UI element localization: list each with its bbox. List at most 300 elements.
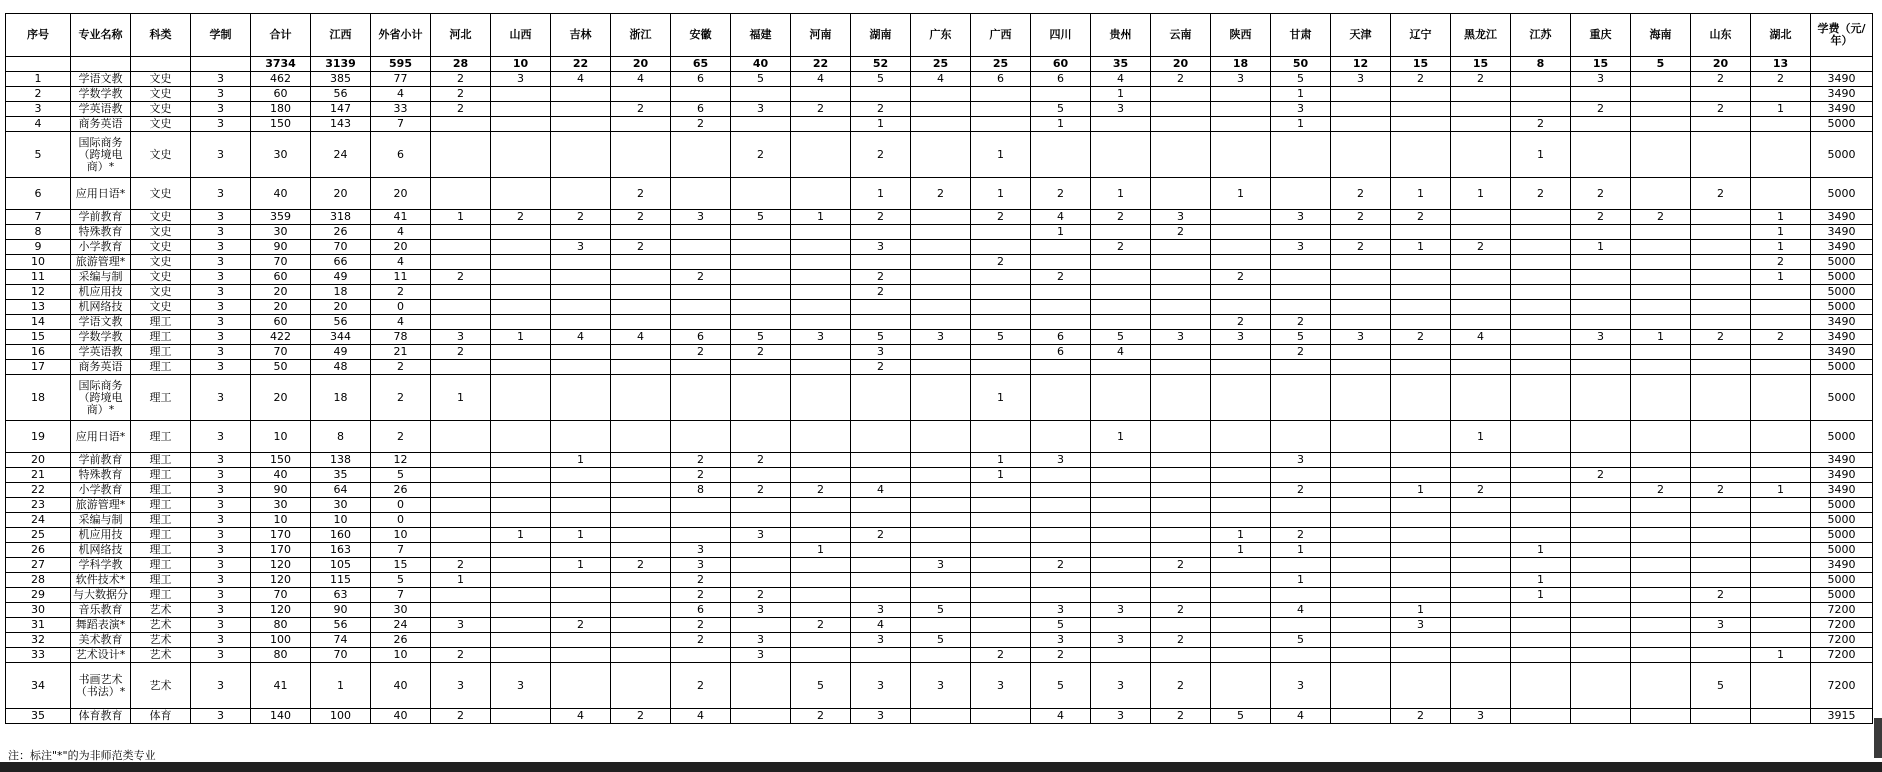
table-cell — [1151, 573, 1211, 588]
table-cell: 3 — [1331, 72, 1391, 87]
table-cell — [1751, 618, 1811, 633]
table-row — [6, 285, 1873, 300]
table-cell — [1511, 498, 1571, 513]
table-cell — [791, 573, 851, 588]
table-cell — [431, 633, 491, 648]
table-cell: 2 — [671, 453, 731, 468]
table-cell — [1691, 87, 1751, 102]
table-cell — [671, 178, 731, 210]
table-cell — [1211, 360, 1271, 375]
table-cell — [1151, 648, 1211, 663]
table-row — [6, 603, 1873, 618]
table-cell: 3 — [191, 453, 251, 468]
table-cell — [1571, 633, 1631, 648]
table-cell — [1631, 603, 1691, 618]
table-cell — [1511, 603, 1571, 618]
table-cell: 1 — [1091, 421, 1151, 453]
table-cell: 60 — [251, 315, 311, 330]
table-cell — [491, 483, 551, 498]
table-cell — [1331, 558, 1391, 573]
table-cell: 18 — [311, 285, 371, 300]
table-cell — [1451, 663, 1511, 709]
table-cell: 80 — [251, 618, 311, 633]
table-cell: 2 — [971, 210, 1031, 225]
table-cell: 385 — [311, 72, 371, 87]
table-cell: 9 — [6, 240, 71, 255]
total-cell: 13 — [1751, 57, 1811, 72]
table-cell: 120 — [251, 603, 311, 618]
table-cell — [1571, 498, 1631, 513]
table-cell — [1691, 210, 1751, 225]
table-cell — [1151, 255, 1211, 270]
table-cell — [1631, 618, 1691, 633]
scrollbar-thumb[interactable] — [1874, 718, 1882, 758]
table-cell — [1091, 513, 1151, 528]
table-cell — [1571, 300, 1631, 315]
table-cell — [1091, 117, 1151, 132]
table-cell — [491, 709, 551, 724]
column-header: 专业名称 — [71, 14, 131, 57]
table-cell — [611, 618, 671, 633]
table-cell — [851, 588, 911, 603]
table-cell — [1511, 225, 1571, 240]
table-cell — [1331, 117, 1391, 132]
table-cell: 0 — [371, 300, 431, 315]
table-cell: 4 — [671, 709, 731, 724]
table-row — [6, 648, 1873, 663]
table-cell — [1451, 285, 1511, 300]
table-cell: 2 — [6, 87, 71, 102]
table-cell — [551, 468, 611, 483]
table-cell: 26 — [371, 633, 431, 648]
table-cell: 2 — [791, 709, 851, 724]
table-cell: 4 — [1091, 72, 1151, 87]
table-cell — [1511, 345, 1571, 360]
table-cell — [731, 543, 791, 558]
table-cell — [911, 453, 971, 468]
table-cell — [1091, 453, 1151, 468]
table-cell: 3 — [191, 588, 251, 603]
table-cell: 3 — [191, 178, 251, 210]
table-cell: 48 — [311, 360, 371, 375]
table-cell — [1631, 178, 1691, 210]
table-cell — [1691, 709, 1751, 724]
table-cell: 文史 — [131, 102, 191, 117]
table-cell: 3 — [1091, 663, 1151, 709]
table-cell — [1211, 558, 1271, 573]
table-cell: 30 — [251, 225, 311, 240]
table-cell: 27 — [6, 558, 71, 573]
table-cell: 4 — [6, 117, 71, 132]
table-cell — [431, 285, 491, 300]
table-cell — [491, 498, 551, 513]
table-cell — [1151, 543, 1211, 558]
table-cell — [1391, 528, 1451, 543]
table-cell — [1631, 453, 1691, 468]
table-cell — [431, 240, 491, 255]
table-cell: 3 — [731, 102, 791, 117]
table-cell: 理工 — [131, 453, 191, 468]
table-cell: 2 — [1691, 102, 1751, 117]
column-header: 天津 — [1331, 14, 1391, 57]
major-name-cell: 学语文教 — [71, 72, 131, 87]
table-cell: 3 — [911, 330, 971, 345]
table-cell — [971, 513, 1031, 528]
table-cell: 6 — [671, 330, 731, 345]
table-cell: 2 — [851, 285, 911, 300]
table-cell — [1691, 375, 1751, 421]
column-header: 山西 — [491, 14, 551, 57]
table-row — [6, 498, 1873, 513]
table-cell — [491, 255, 551, 270]
table-cell — [911, 468, 971, 483]
table-cell — [431, 255, 491, 270]
table-cell: 2 — [551, 210, 611, 225]
table-cell — [1211, 225, 1271, 240]
major-name-cell: 书画艺术（书法）* — [71, 663, 131, 709]
table-cell — [1511, 528, 1571, 543]
table-cell: 49 — [311, 270, 371, 285]
table-cell: 5 — [1271, 330, 1331, 345]
table-cell — [611, 300, 671, 315]
table-cell: 64 — [311, 483, 371, 498]
table-cell — [1451, 633, 1511, 648]
table-cell — [491, 315, 551, 330]
table-cell — [1151, 528, 1211, 543]
table-cell: 20 — [251, 375, 311, 421]
table-cell — [671, 375, 731, 421]
table-cell: 4 — [1091, 345, 1151, 360]
table-cell: 6 — [1031, 345, 1091, 360]
table-row — [6, 270, 1873, 285]
column-header: 浙江 — [611, 14, 671, 57]
table-cell: 1 — [851, 117, 911, 132]
table-cell — [431, 117, 491, 132]
table-cell — [1511, 483, 1571, 498]
table-cell: 10 — [371, 648, 431, 663]
table-cell — [551, 421, 611, 453]
table-row — [6, 588, 1873, 603]
table-cell — [971, 87, 1031, 102]
table-cell: 1 — [491, 330, 551, 345]
table-cell — [1631, 375, 1691, 421]
table-cell: 5 — [1691, 663, 1751, 709]
table-cell — [431, 421, 491, 453]
table-cell — [671, 421, 731, 453]
table-cell — [1151, 87, 1211, 102]
table-cell: 3 — [851, 240, 911, 255]
table-cell: 26 — [371, 483, 431, 498]
table-cell: 5 — [1031, 618, 1091, 633]
table-cell: 3 — [911, 663, 971, 709]
table-cell: 160 — [311, 528, 371, 543]
table-cell: 2 — [1751, 72, 1811, 87]
table-cell: 理工 — [131, 360, 191, 375]
table-cell — [1091, 543, 1151, 558]
table-cell — [491, 285, 551, 300]
table-cell — [911, 270, 971, 285]
table-cell — [611, 603, 671, 618]
table-cell — [1211, 513, 1271, 528]
table-cell — [911, 648, 971, 663]
table-cell — [1631, 633, 1691, 648]
table-cell — [551, 633, 611, 648]
table-cell: 35 — [6, 709, 71, 724]
table-cell — [1151, 498, 1211, 513]
table-cell — [1571, 663, 1631, 709]
table-cell — [851, 543, 911, 558]
empty-cell — [6, 57, 71, 72]
table-cell — [1451, 588, 1511, 603]
table-cell — [551, 375, 611, 421]
table-cell: 31 — [6, 618, 71, 633]
major-name-cell: 机网络技 — [71, 543, 131, 558]
table-row — [6, 87, 1873, 102]
table-cell: 3 — [191, 375, 251, 421]
table-cell: 40 — [251, 178, 311, 210]
table-cell — [791, 315, 851, 330]
table-cell — [1691, 225, 1751, 240]
table-cell: 100 — [311, 709, 371, 724]
table-cell — [491, 117, 551, 132]
table-cell: 艺术 — [131, 648, 191, 663]
table-cell: 10 — [371, 528, 431, 543]
table-cell: 6 — [671, 72, 731, 87]
table-cell: 26 — [6, 543, 71, 558]
table-cell: 25 — [6, 528, 71, 543]
table-cell: 3 — [1331, 330, 1391, 345]
table-row — [6, 345, 1873, 360]
table-cell — [1211, 468, 1271, 483]
table-cell — [1451, 498, 1511, 513]
table-cell — [1211, 240, 1271, 255]
table-cell: 5 — [851, 330, 911, 345]
table-cell — [1511, 87, 1571, 102]
table-cell: 120 — [251, 558, 311, 573]
table-cell — [1751, 573, 1811, 588]
table-cell: 2 — [851, 270, 911, 285]
table-cell: 2 — [671, 618, 731, 633]
table-cell — [671, 528, 731, 543]
table-cell: 70 — [251, 255, 311, 270]
table-cell — [1511, 421, 1571, 453]
table-cell — [971, 543, 1031, 558]
table-cell: 2 — [1151, 663, 1211, 709]
table-cell — [1691, 648, 1751, 663]
table-cell — [551, 178, 611, 210]
table-cell: 5 — [731, 72, 791, 87]
table-cell: 3 — [671, 210, 731, 225]
table-cell: 115 — [311, 573, 371, 588]
table-cell — [551, 225, 611, 240]
table-cell: 4 — [371, 225, 431, 240]
table-cell — [1211, 453, 1271, 468]
table-cell: 10 — [251, 513, 311, 528]
table-cell — [1751, 709, 1811, 724]
table-cell: 2 — [371, 360, 431, 375]
table-cell — [731, 315, 791, 330]
table-cell — [1571, 285, 1631, 300]
table-cell: 文史 — [131, 87, 191, 102]
table-cell — [911, 513, 971, 528]
table-cell: 3490 — [1811, 453, 1873, 468]
table-cell: 3 — [1571, 330, 1631, 345]
table-cell: 3490 — [1811, 210, 1873, 225]
table-cell — [1691, 573, 1751, 588]
table-cell: 5 — [6, 132, 71, 178]
table-cell: 2 — [1691, 72, 1751, 87]
table-cell — [851, 558, 911, 573]
table-cell: 28 — [6, 573, 71, 588]
table-cell — [611, 375, 671, 421]
major-name-cell: 学英语教 — [71, 345, 131, 360]
major-name-cell: 学前教育 — [71, 453, 131, 468]
table-cell — [1151, 117, 1211, 132]
table-cell — [1691, 543, 1751, 558]
table-cell — [551, 498, 611, 513]
table-cell — [1751, 543, 1811, 558]
table-cell — [1751, 285, 1811, 300]
table-cell — [1631, 558, 1691, 573]
table-cell — [1211, 117, 1271, 132]
table-cell: 2 — [1751, 330, 1811, 345]
table-cell: 3490 — [1811, 102, 1873, 117]
table-cell — [431, 132, 491, 178]
table-cell — [731, 573, 791, 588]
table-cell — [611, 132, 671, 178]
table-cell — [1331, 543, 1391, 558]
table-cell — [1511, 300, 1571, 315]
table-cell: 90 — [251, 483, 311, 498]
table-cell — [1691, 240, 1751, 255]
table-cell — [551, 87, 611, 102]
table-cell: 22 — [6, 483, 71, 498]
table-cell — [1271, 468, 1331, 483]
table-cell: 5000 — [1811, 573, 1873, 588]
table-cell — [611, 225, 671, 240]
table-cell — [911, 498, 971, 513]
table-cell — [1691, 513, 1751, 528]
table-row — [6, 315, 1873, 330]
table-cell — [1211, 498, 1271, 513]
table-cell: 6 — [6, 178, 71, 210]
table-cell: 2 — [791, 102, 851, 117]
table-cell: 艺术 — [131, 633, 191, 648]
table-cell — [911, 573, 971, 588]
table-cell — [791, 345, 851, 360]
empty-cell — [191, 57, 251, 72]
table-cell — [1391, 132, 1451, 178]
table-cell — [731, 255, 791, 270]
table-cell: 3915 — [1811, 709, 1873, 724]
table-cell: 3490 — [1811, 87, 1873, 102]
table-cell: 3 — [491, 663, 551, 709]
table-cell — [911, 588, 971, 603]
table-cell — [911, 240, 971, 255]
table-cell — [671, 87, 731, 102]
table-cell — [971, 345, 1031, 360]
table-cell: 7 — [371, 117, 431, 132]
major-name-cell: 商务英语 — [71, 117, 131, 132]
table-cell — [1331, 375, 1391, 421]
table-cell: 5 — [1031, 663, 1091, 709]
table-cell: 4 — [551, 709, 611, 724]
table-cell — [731, 709, 791, 724]
table-cell: 3 — [731, 633, 791, 648]
table-cell — [1091, 498, 1151, 513]
table-cell — [791, 240, 851, 255]
table-cell — [791, 117, 851, 132]
table-cell — [1091, 648, 1151, 663]
table-cell — [1451, 300, 1511, 315]
table-cell: 3 — [191, 270, 251, 285]
table-cell: 1 — [1751, 102, 1811, 117]
table-cell — [1331, 618, 1391, 633]
table-cell: 5000 — [1811, 255, 1873, 270]
table-cell — [1031, 498, 1091, 513]
table-cell — [1691, 633, 1751, 648]
table-cell — [611, 498, 671, 513]
table-cell — [1211, 345, 1271, 360]
table-cell: 1 — [431, 375, 491, 421]
table-cell: 30 — [251, 132, 311, 178]
table-row — [6, 300, 1873, 315]
table-cell: 15 — [6, 330, 71, 345]
table-cell: 3 — [491, 72, 551, 87]
table-cell — [1031, 513, 1091, 528]
table-cell — [491, 603, 551, 618]
table-cell — [971, 528, 1031, 543]
table-cell: 2 — [1391, 210, 1451, 225]
table-cell — [491, 178, 551, 210]
table-cell — [1271, 360, 1331, 375]
table-cell — [1091, 483, 1151, 498]
column-header: 云南 — [1151, 14, 1211, 57]
table-cell: 3 — [1031, 633, 1091, 648]
table-cell — [1691, 603, 1751, 618]
column-header: 广东 — [911, 14, 971, 57]
table-cell — [611, 648, 671, 663]
window-bottom-bar — [0, 762, 1882, 772]
table-cell — [1211, 603, 1271, 618]
table-cell — [431, 483, 491, 498]
table-cell — [1331, 102, 1391, 117]
table-cell: 6 — [971, 72, 1031, 87]
table-cell: 2 — [851, 132, 911, 178]
table-cell — [491, 132, 551, 178]
table-cell: 艺术 — [131, 663, 191, 709]
column-header: 江西 — [311, 14, 371, 57]
table-cell — [791, 528, 851, 543]
major-name-cell: 艺术设计* — [71, 648, 131, 663]
table-cell: 11 — [371, 270, 431, 285]
table-cell: 2 — [1151, 603, 1211, 618]
table-cell — [1151, 315, 1211, 330]
table-cell: 2 — [1691, 178, 1751, 210]
table-cell: 41 — [371, 210, 431, 225]
table-cell: 56 — [311, 315, 371, 330]
table-cell — [1511, 270, 1571, 285]
table-cell: 2 — [1271, 528, 1331, 543]
table-cell — [1151, 345, 1211, 360]
table-cell — [491, 648, 551, 663]
major-name-cell: 采编与制 — [71, 270, 131, 285]
table-cell: 2 — [1151, 633, 1211, 648]
table-cell: 2 — [431, 345, 491, 360]
table-cell — [1751, 300, 1811, 315]
table-cell — [1571, 225, 1631, 240]
table-cell: 120 — [251, 573, 311, 588]
